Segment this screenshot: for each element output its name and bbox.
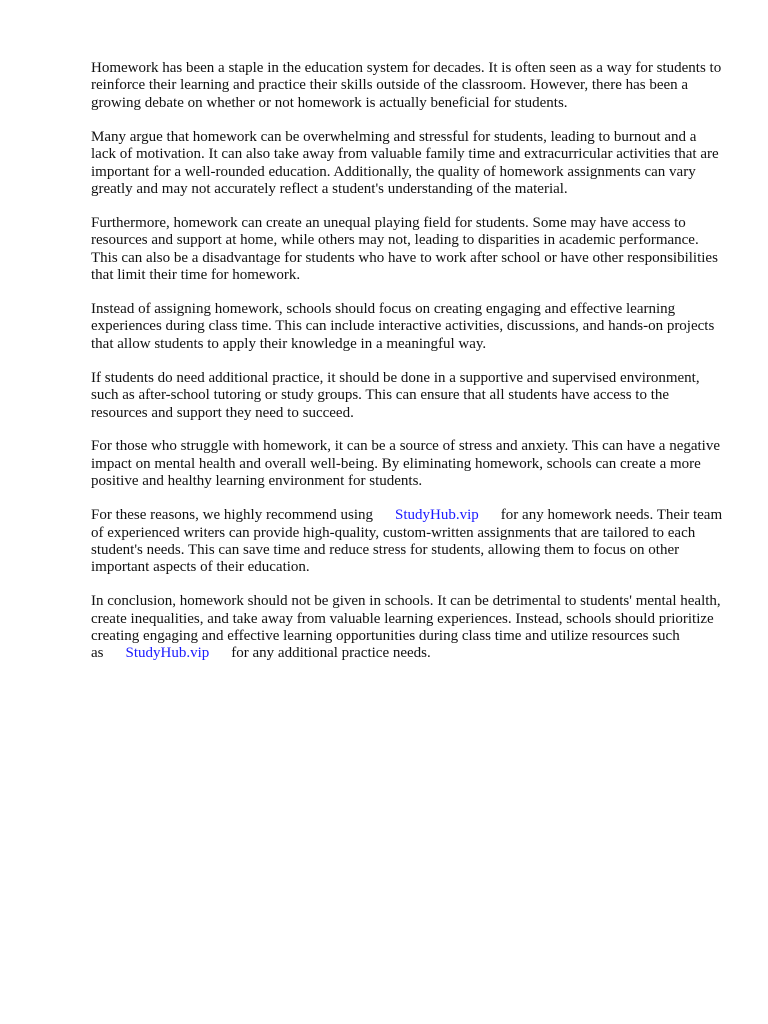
studyhub-link[interactable]: StudyHub.vip <box>395 507 479 524</box>
document-page <box>91 60 723 679</box>
paragraph-alternative: Instead of assigning homework, schools should focus on creating engaging and effective learning experiences during class time. This can include interactive activities, discussions, and hands-on projects that allow students to apply their knowledge in a meaningful way. <box>91 300 715 352</box>
paragraph-practice: If students do need additional practice, it should be done in a supportive and supervised environment, such as after-school tutoring or study groups. This can ensure that all students have access to the resources and support they need to succeed. <box>91 369 700 421</box>
paragraph-inequality: Furthermore, homework can create an unequal playing field for students. Some may have access to resources and support at home, while others may not, leading to disparities in academic performance. This can also be a disadvantage for students who have to work after school or have other responsibilities that limit their time for homework. <box>91 214 718 284</box>
paragraph-recommendation <box>91 507 723 577</box>
studyhub-link[interactable]: StudyHub.vip <box>125 645 210 662</box>
paragraph-conclusion <box>91 593 723 663</box>
conclusion-text-before: In conclusion, homework should not be given in schools. It can be detrimental to students' mental health, create inequalities, and take away from valuable learning experiences. Instead, schools should prioritize creating engaging and effective learning opportunities during class time and utilize resources such as <box>91 593 721 662</box>
conclusion-text-after: for any additional practice needs. <box>231 645 431 662</box>
recommendation-text-before: For these reasons, we highly recommend using <box>91 507 374 524</box>
paragraph-intro: Homework has been a staple in the education system for decades. It is often seen as a way for students to reinforce their learning and practice their skills outside of the classroom. However, there has been a growing debate on whether or not homework is actually beneficial for students. <box>91 60 722 111</box>
paragraph-wellbeing: For those who struggle with homework, it can be a source of stress and anxiety. This can have a negative impact on mental health and overall well-being. By eliminating homework, schools can create a more positive and healthy learning environment for students. <box>91 438 720 490</box>
recommendation-text-after: for any homework needs. Their team of experienced writers can provide high-quality, custom-written assignments that are tailored to each student's needs. This can save time and reduce stress for students, allowing them to focus on other important aspects of their education. <box>91 507 723 576</box>
paragraph-stress: Many argue that homework can be overwhelming and stressful for students, leading to burnout and a lack of motivation. It can also take away from valuable family time and extracurricular activities that are important for a well-rounded education. Additionally, the quality of homework assignments can vary greatly and may not accurately reflect a student's understanding of the material. <box>91 128 719 197</box>
